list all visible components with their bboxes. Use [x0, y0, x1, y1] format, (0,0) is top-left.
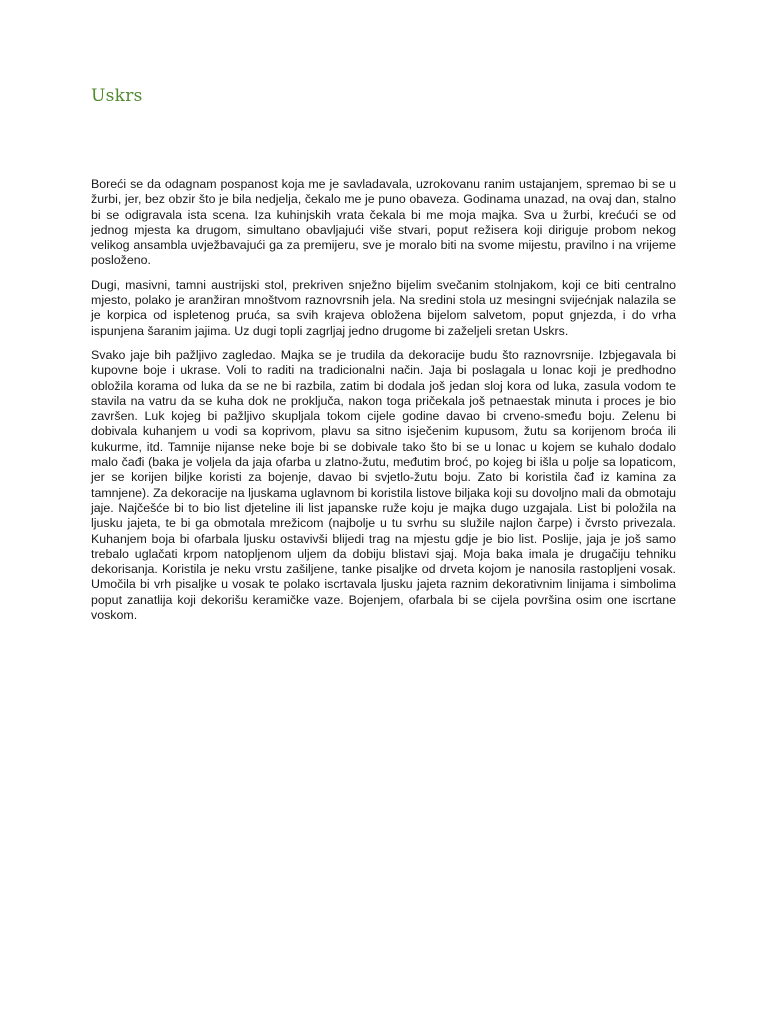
paragraph-2: Dugi, masivni, tamni austrijski stol, prekriven snježno bijelim svečanim stolnjakom, koji ce biti centralno mjesto, polako je aranžiran mnoštvom raznovrsnih jela. Na sredini stola uz mesingni svijećnjak nalazila se je korpica od ispletenog pruća, sa svih krajeva obložena bijelom salvetom, poput gnjezda, i do vrha ispunjena šaranim jajima. Uz dugi topli zagrljaj jedno drugome bi zaželjeli sretan Uskrs.	[91, 277, 676, 338]
document-title: Uskrs	[91, 86, 143, 106]
paragraph-3: Svako jaje bih pažljivo zagledao. Majka se je trudila da dekoracije budu što raznovrsnije. Izbjegavala bi kupovne boje i ukrase. Voli to raditi na tradicionalni način. Jaja bi poslagala u lonac koji je predhodno obložila korama od luka da se ne bi razbila, zatim bi dodala još jedan sloj kora od luka, zasula vodom te stavila na vatru da se kuha dok ne proključa, nakon toga pričekala još petnaestak minuta i proces je bio završen. Luk kojeg bi pažljivo skupljala tokom cijele godine davao bi crveno-smeđu boju. Zelenu bi dobivala kuhanjem u vodi sa koprivom, plavu sa sitno isječenim kupusom, žutu sa korijenom broća ili kukurme, itd. Tamnije nijanse neke boje bi se dobivale tako što bi se u lonac u kojem se kuhalo dodalo malo čađi (baka je voljela da jaja ofarba u zlatno-žutu, međutim broć, po kojeg bi išla u polje sa lopaticom, jer se korijen biljke koristi za bojenje, davao bi svjetlo-žutu boju. Zato bi koristila čađ iz kamina za tamnjene). Za dekoracije na ljuskama uglavnom bi koristila listove biljaka koji su dovoljno mali da obmotaju jaje. Najčešće bi to bio list djeteline ili list japanske ruže koju je majka dugo uzgajala. List bi položila na ljusku jajeta, te bi ga obmotala mrežicom (najbolje u tu svrhu su služile najlon čarpe) i čvrsto privezala. Kuhanjem boja bi ofarbala ljusku ostavivši blijedi trag na mjestu gdje je bio list. Poslije, jaja je još samo trebalo uglačati krpom natopljenom uljem da dobiju blistavi sjaj. Moja baka imala je drugačiju tehniku dekorisanja. Koristila je neku vrstu zašiljene, tanke pisaljke od drveta kojom je nanosila rastopljeni vosak. Umočila bi vrh pisaljke u vosak te polako iscrtavala ljusku jajeta raznim dekorativnim linijama i simbolima poput zanatlija koji dekorišu keramičke vaze. Bojenjem, ofarbala bi se cijela površina osim one iscrtane voskom.	[91, 347, 676, 623]
document-body	[91, 177, 676, 632]
paragraph-1: Boreći se da odagnam pospanost koja me je savladavala, uzrokovanu ranim ustajanjem, spremao bi se u žurbi, jer, bez obzir što je bila nedjelja, čekalo me je puno obaveza. Godinama unazad, na ovaj dan, stalno bi se odigravala ista scena. Iza kuhinjskih vrata čekala bi me moja majka. Sva u žurbi, krećući se od jednog mjesta ka drugom, simultano obavljajući više stvari, poput režisera koji diriguje probom nekog velikog ansambla uvježbavajući ga za premijeru, sve je moralo biti na svome mijestu, pravilno i na vrijeme posloženo.	[91, 177, 676, 268]
